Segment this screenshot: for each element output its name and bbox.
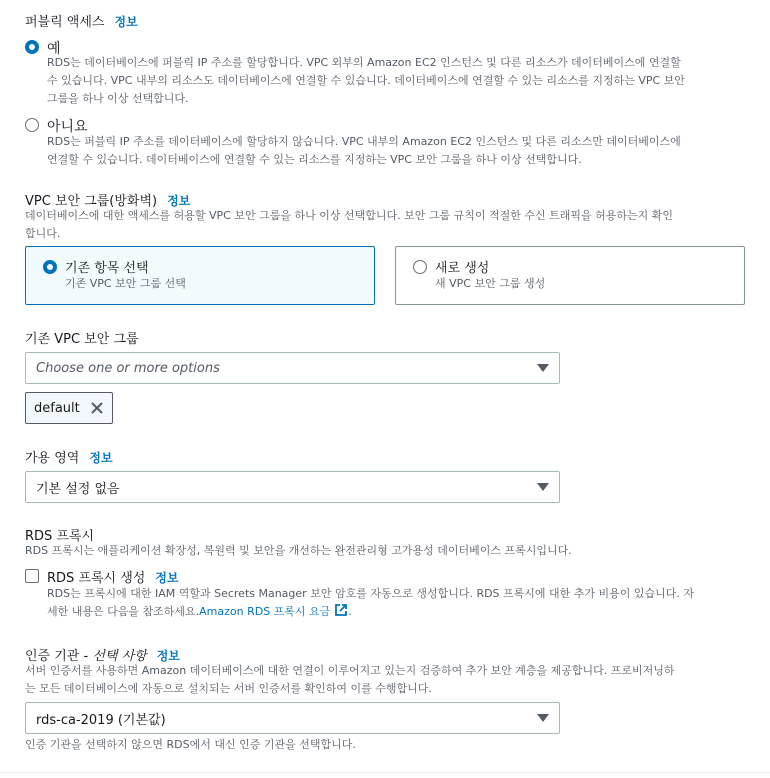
choose-existing-radio[interactable]	[43, 260, 57, 274]
existing-sg-title: 기존 VPC 보안 그룹	[25, 332, 139, 347]
desc-line: 서버 인증서를 사용하면 Amazon 데이터베이스에 대한 연결이 이루어지고 있는지 검증하여 추가 보안 계층을 제공합니다. 프로비저닝하	[25, 664, 675, 677]
public-access-no-radio[interactable]	[25, 118, 39, 132]
public-access-heading	[25, 11, 138, 30]
sg-token-label: default	[34, 400, 80, 416]
vpc-sg-desc	[25, 207, 750, 243]
choose-existing-desc: 기존 VPC 보안 그룹 선택	[65, 277, 186, 290]
public-access-title: 퍼블릭 액세스	[25, 15, 105, 30]
rds-proxy-checkbox[interactable]	[25, 569, 39, 583]
pricing-link-label[interactable]: Amazon RDS 프록시 요금	[199, 605, 331, 618]
rds-proxy-info-link[interactable]: 정보	[155, 571, 179, 585]
ca-select[interactable]	[25, 702, 560, 734]
public-access-yes-desc	[47, 54, 747, 108]
caret-down-icon	[537, 364, 549, 372]
rds-proxy-desc: RDS 프록시는 애플리케이션 확장성, 복원력 및 보안을 개선하는 완전관리형 고가용성 데이터베이스 프록시입니다.	[25, 544, 572, 557]
public-access-no-label[interactable]: 아니요	[47, 119, 88, 135]
public-access-info-link[interactable]: 정보	[114, 15, 138, 29]
az-title: 가용 영역	[25, 451, 80, 466]
rds-proxy-checkbox-heading	[47, 567, 179, 586]
desc-line: 는 모든 데이터베이스에 자동으로 설치되는 서버 인증서를 확인하여 이를 수행합니다.	[25, 682, 432, 695]
vpc-sg-info-link[interactable]: 정보	[167, 194, 191, 208]
sg-token-default	[25, 392, 113, 424]
az-value: 기본 설정 없음	[36, 481, 120, 497]
desc-text: 세한 내용은 다음을 참조하세요.	[47, 605, 200, 618]
ca-info-link[interactable]: 정보	[156, 649, 180, 663]
existing-sg-multiselect[interactable]	[25, 352, 560, 384]
rds-proxy-checkbox-desc	[47, 585, 747, 621]
desc-line: 연결할 수 있습니다. 데이터베이스에 연결할 수 있는 리소스를 지정하는 VPC 보안 그룹을 하나 이상 선택합니다.	[47, 153, 582, 166]
create-new-radio[interactable]	[413, 260, 427, 274]
create-new-desc: 새 VPC 보안 그룹 생성	[435, 277, 546, 290]
section-divider	[0, 772, 770, 773]
desc-line: 그룹을 하나 이상 선택합니다.	[47, 92, 189, 105]
caret-down-icon	[537, 714, 549, 722]
rds-proxy-title: RDS 프록시	[25, 529, 95, 544]
external-link-icon	[334, 603, 348, 617]
public-access-yes-radio[interactable]	[25, 40, 39, 54]
ca-value: rds-ca-2019 (기본값)	[36, 712, 166, 728]
vpc-sg-choose-existing-card[interactable]	[25, 246, 375, 305]
az-heading	[25, 447, 113, 466]
ca-desc	[25, 662, 750, 698]
desc-line: 데이터베이스에 대한 액세스를 허용할 VPC 보안 그룹을 하나 이상 선택합니다. 보안 그룹 규칙이 적절한 수신 트래픽을 허용하는지 확인	[25, 209, 673, 222]
desc-line: RDS는 데이터베이스에 퍼블릭 IP 주소를 할당합니다. VPC 외부의 Amazon EC2 인스턴스 및 다른 리소스가 데이터베이스에 연결할	[47, 56, 681, 69]
remove-token-icon[interactable]	[90, 401, 104, 415]
desc-line: 합니다.	[25, 227, 61, 240]
create-new-label: 새로 생성	[435, 261, 490, 276]
vpc-sg-create-new-card[interactable]	[395, 246, 745, 305]
choose-existing-label: 기존 항목 선택	[65, 261, 149, 276]
desc-line: 수 있습니다. VPC 내부의 리소스도 데이터베이스에 연결할 수 있습니다. 데이터베이스에 연결할 수 있는 리소스를 지정하는 VPC 보안	[47, 74, 685, 87]
rds-proxy-checkbox-label[interactable]: RDS 프록시 생성	[47, 571, 146, 586]
rds-proxy-pricing-link[interactable]	[199, 605, 348, 618]
az-info-link[interactable]: 정보	[89, 451, 113, 465]
ca-help-text: 인증 기관을 선택하지 않으면 RDS에서 대신 인증 기관을 선택합니다.	[25, 738, 356, 751]
desc-line: RDS는 퍼블릭 IP 주소를 데이터베이스에 할당하지 않습니다. VPC 내부의 Amazon EC2 인스턴스 및 다른 리소스만 데이터베이스에	[47, 135, 681, 148]
ca-title-optional: 선택 사항	[92, 649, 147, 664]
az-select[interactable]	[25, 471, 560, 503]
ca-title: 인증 기관 -	[25, 649, 93, 664]
public-access-yes-label[interactable]: 예	[47, 41, 61, 57]
desc-line: 세한 내용은 다음을 참조하세요.Amazon RDS 프록시 요금 .	[47, 605, 352, 618]
existing-sg-placeholder: Choose one or more options	[36, 360, 220, 376]
desc-line: RDS는 프록시에 대한 IAM 역할과 Secrets Manager 보안 암호를 자동으로 생성합니다. RDS 프록시에 대한 추가 비용이 있습니다. 자	[47, 587, 695, 600]
public-access-no-desc	[47, 133, 747, 169]
caret-down-icon	[537, 483, 549, 491]
vpc-sg-title: VPC 보안 그룹(방화벽)	[25, 194, 158, 209]
